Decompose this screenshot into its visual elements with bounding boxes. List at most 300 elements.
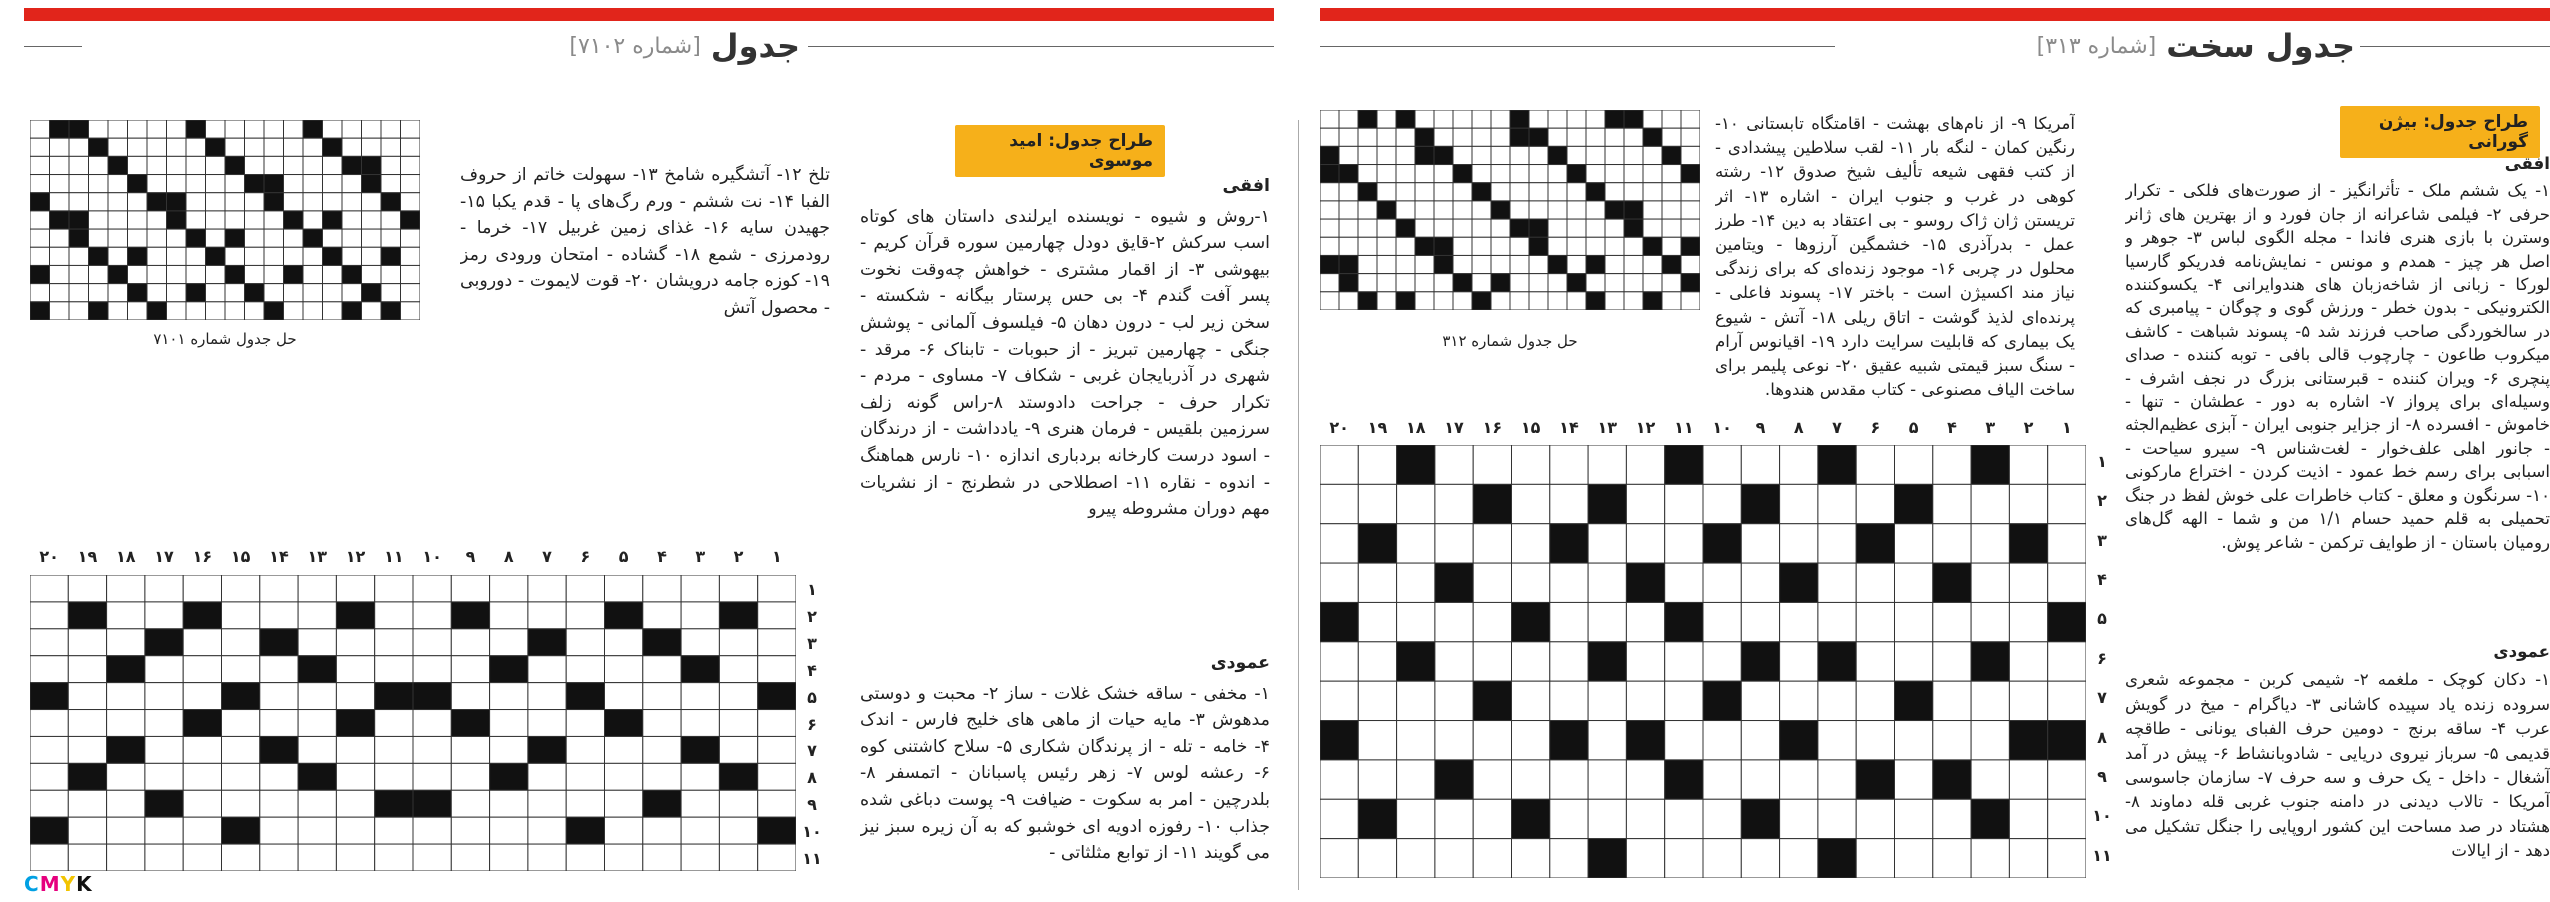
- left-mini-cell[interactable]: [30, 229, 50, 247]
- left-grid-cell[interactable]: [222, 656, 260, 683]
- left-mini-cell[interactable]: [186, 156, 206, 174]
- left-mini-cell[interactable]: [50, 265, 70, 283]
- right-mini-cell[interactable]: [1396, 165, 1415, 183]
- right-grid-cell[interactable]: [1358, 760, 1396, 799]
- right-mini-cell[interactable]: [1396, 255, 1415, 273]
- right-mini-cell[interactable]: [1434, 219, 1453, 237]
- right-mini-cell[interactable]: [1453, 128, 1472, 146]
- left-mini-cell[interactable]: [30, 120, 50, 138]
- right-grid-cell[interactable]: [1703, 799, 1741, 838]
- left-grid-cell[interactable]: [183, 844, 221, 871]
- left-mini-cell[interactable]: [89, 120, 109, 138]
- left-grid-cell[interactable]: [643, 575, 681, 602]
- right-mini-cell[interactable]: [1472, 110, 1491, 128]
- right-mini-cell[interactable]: [1548, 292, 1567, 310]
- right-grid-cell[interactable]: [1626, 524, 1664, 563]
- left-mini-cell[interactable]: [69, 284, 89, 302]
- left-grid-cell[interactable]: [375, 844, 413, 871]
- left-mini-cell[interactable]: [342, 175, 362, 193]
- right-grid-cell[interactable]: [1933, 721, 1971, 760]
- right-grid-cell[interactable]: [1741, 839, 1779, 878]
- left-grid-cell[interactable]: [719, 575, 757, 602]
- right-mini-cell[interactable]: [1510, 165, 1529, 183]
- right-mini-cell[interactable]: [1548, 128, 1567, 146]
- right-grid-cell[interactable]: [1550, 602, 1588, 641]
- left-mini-cell[interactable]: [147, 156, 167, 174]
- right-mini-cell[interactable]: [1681, 292, 1700, 310]
- left-mini-cell[interactable]: [147, 229, 167, 247]
- right-grid-cell[interactable]: [1588, 563, 1626, 602]
- left-grid-cell[interactable]: [298, 602, 336, 629]
- right-grid-cell[interactable]: [2009, 642, 2047, 681]
- right-mini-cell[interactable]: [1491, 146, 1510, 164]
- left-grid-cell[interactable]: [375, 629, 413, 656]
- right-mini-cell[interactable]: [1339, 219, 1358, 237]
- left-grid-cell[interactable]: [183, 790, 221, 817]
- left-mini-cell[interactable]: [362, 211, 382, 229]
- left-mini-cell[interactable]: [186, 302, 206, 320]
- right-grid-cell[interactable]: [1358, 602, 1396, 641]
- left-mini-cell[interactable]: [342, 120, 362, 138]
- left-mini-cell[interactable]: [323, 156, 343, 174]
- left-grid-cell[interactable]: [528, 575, 566, 602]
- right-grid-cell[interactable]: [1933, 484, 1971, 523]
- right-mini-cell[interactable]: [1472, 146, 1491, 164]
- right-mini-cell[interactable]: [1605, 292, 1624, 310]
- left-mini-cell[interactable]: [284, 193, 304, 211]
- right-grid-cell[interactable]: [1665, 721, 1703, 760]
- right-mini-cell[interactable]: [1643, 183, 1662, 201]
- right-grid-cell[interactable]: [1741, 681, 1779, 720]
- right-grid-cell[interactable]: [1665, 563, 1703, 602]
- left-grid-cell[interactable]: [643, 736, 681, 763]
- left-grid-cell[interactable]: [68, 575, 106, 602]
- right-mini-cell[interactable]: [1358, 146, 1377, 164]
- right-grid-cell[interactable]: [1626, 484, 1664, 523]
- left-grid-cell[interactable]: [643, 763, 681, 790]
- right-mini-cell[interactable]: [1662, 128, 1681, 146]
- right-grid-cell[interactable]: [1320, 484, 1358, 523]
- left-mini-cell[interactable]: [342, 247, 362, 265]
- right-grid-cell[interactable]: [1588, 681, 1626, 720]
- left-grid-cell[interactable]: [375, 575, 413, 602]
- right-mini-cell[interactable]: [1320, 128, 1339, 146]
- right-mini-cell[interactable]: [1396, 274, 1415, 292]
- left-grid-cell[interactable]: [413, 763, 451, 790]
- left-grid-cell[interactable]: [643, 844, 681, 871]
- left-mini-cell[interactable]: [30, 211, 50, 229]
- left-grid-cell[interactable]: [107, 763, 145, 790]
- left-mini-cell[interactable]: [342, 211, 362, 229]
- left-mini-cell[interactable]: [362, 138, 382, 156]
- right-grid-cell[interactable]: [1397, 839, 1435, 878]
- right-mini-cell[interactable]: [1339, 110, 1358, 128]
- left-mini-cell[interactable]: [284, 120, 304, 138]
- right-mini-cell[interactable]: [1377, 219, 1396, 237]
- right-grid-cell[interactable]: [1512, 484, 1550, 523]
- left-grid-cell[interactable]: [375, 656, 413, 683]
- left-mini-cell[interactable]: [108, 211, 128, 229]
- right-grid-cell[interactable]: [1856, 484, 1894, 523]
- right-grid-cell[interactable]: [2048, 445, 2086, 484]
- left-mini-cell[interactable]: [89, 265, 109, 283]
- right-mini-cell[interactable]: [1643, 219, 1662, 237]
- left-mini-cell[interactable]: [108, 302, 128, 320]
- right-grid-cell[interactable]: [1780, 445, 1818, 484]
- left-mini-cell[interactable]: [147, 265, 167, 283]
- right-mini-cell[interactable]: [1681, 255, 1700, 273]
- left-mini-cell[interactable]: [284, 175, 304, 193]
- right-grid-cell[interactable]: [1435, 721, 1473, 760]
- left-grid-cell[interactable]: [528, 844, 566, 871]
- right-grid-cell[interactable]: [2048, 563, 2086, 602]
- right-mini-cell[interactable]: [1396, 183, 1415, 201]
- left-grid-cell[interactable]: [336, 683, 374, 710]
- left-grid-cell[interactable]: [719, 629, 757, 656]
- right-mini-cell[interactable]: [1681, 110, 1700, 128]
- right-grid-cell[interactable]: [1780, 484, 1818, 523]
- right-grid-cell[interactable]: [1550, 445, 1588, 484]
- left-grid-cell[interactable]: [605, 817, 643, 844]
- right-mini-cell[interactable]: [1491, 165, 1510, 183]
- right-mini-cell[interactable]: [1510, 255, 1529, 273]
- left-mini-cell[interactable]: [89, 211, 109, 229]
- left-grid-cell[interactable]: [107, 602, 145, 629]
- right-grid-cell[interactable]: [1703, 563, 1741, 602]
- right-mini-cell[interactable]: [1491, 292, 1510, 310]
- left-grid-cell[interactable]: [643, 710, 681, 737]
- right-mini-cell[interactable]: [1681, 201, 1700, 219]
- left-grid-cell[interactable]: [145, 844, 183, 871]
- left-grid-cell[interactable]: [681, 710, 719, 737]
- left-grid-cell[interactable]: [566, 763, 604, 790]
- left-mini-cell[interactable]: [89, 284, 109, 302]
- right-mini-cell[interactable]: [1434, 274, 1453, 292]
- left-mini-cell[interactable]: [362, 302, 382, 320]
- left-grid-cell[interactable]: [145, 736, 183, 763]
- right-grid-cell[interactable]: [1358, 563, 1396, 602]
- right-mini-cell[interactable]: [1624, 237, 1643, 255]
- left-grid-cell[interactable]: [68, 656, 106, 683]
- left-mini-cell[interactable]: [186, 193, 206, 211]
- right-mini-cell[interactable]: [1339, 146, 1358, 164]
- right-mini-cell[interactable]: [1377, 183, 1396, 201]
- left-grid-cell[interactable]: [681, 683, 719, 710]
- right-grid-cell[interactable]: [1933, 602, 1971, 641]
- left-mini-cell[interactable]: [147, 247, 167, 265]
- left-grid-cell[interactable]: [336, 790, 374, 817]
- right-grid-cell[interactable]: [1512, 721, 1550, 760]
- left-grid-cell[interactable]: [30, 763, 68, 790]
- right-mini-cell[interactable]: [1491, 237, 1510, 255]
- right-grid-cell[interactable]: [1550, 760, 1588, 799]
- left-mini-cell[interactable]: [401, 175, 421, 193]
- right-grid-cell[interactable]: [1320, 681, 1358, 720]
- right-mini-cell[interactable]: [1377, 146, 1396, 164]
- right-mini-cell[interactable]: [1339, 292, 1358, 310]
- right-grid-cell[interactable]: [2009, 484, 2047, 523]
- right-mini-cell[interactable]: [1624, 146, 1643, 164]
- right-grid-cell[interactable]: [1397, 524, 1435, 563]
- right-mini-cell[interactable]: [1529, 146, 1548, 164]
- right-grid-cell[interactable]: [2048, 524, 2086, 563]
- right-grid-cell[interactable]: [1856, 681, 1894, 720]
- left-mini-cell[interactable]: [284, 302, 304, 320]
- left-mini-cell[interactable]: [128, 229, 148, 247]
- right-grid-cell[interactable]: [1741, 721, 1779, 760]
- right-mini-cell[interactable]: [1377, 292, 1396, 310]
- right-mini-cell[interactable]: [1624, 274, 1643, 292]
- right-grid-cell[interactable]: [1397, 563, 1435, 602]
- left-mini-cell[interactable]: [225, 175, 245, 193]
- left-mini-cell[interactable]: [381, 265, 401, 283]
- right-mini-cell[interactable]: [1567, 219, 1586, 237]
- left-grid-cell[interactable]: [336, 817, 374, 844]
- left-mini-cell[interactable]: [303, 265, 323, 283]
- left-grid-cell[interactable]: [719, 683, 757, 710]
- right-mini-cell[interactable]: [1624, 165, 1643, 183]
- left-grid-cell[interactable]: [451, 575, 489, 602]
- right-mini-cell[interactable]: [1624, 292, 1643, 310]
- left-grid-cell[interactable]: [260, 817, 298, 844]
- right-grid-cell[interactable]: [1856, 839, 1894, 878]
- right-mini-cell[interactable]: [1358, 255, 1377, 273]
- left-mini-cell[interactable]: [30, 156, 50, 174]
- right-mini-cell[interactable]: [1510, 292, 1529, 310]
- left-mini-cell[interactable]: [362, 265, 382, 283]
- right-mini-cell[interactable]: [1434, 110, 1453, 128]
- right-mini-cell[interactable]: [1529, 292, 1548, 310]
- left-mini-cell[interactable]: [167, 247, 187, 265]
- left-grid-cell[interactable]: [413, 575, 451, 602]
- right-mini-cell[interactable]: [1662, 110, 1681, 128]
- left-grid-cell[interactable]: [30, 736, 68, 763]
- right-grid-cell[interactable]: [1588, 524, 1626, 563]
- right-grid-cell[interactable]: [1818, 563, 1856, 602]
- left-grid-cell[interactable]: [336, 629, 374, 656]
- right-mini-cell[interactable]: [1681, 219, 1700, 237]
- left-mini-cell[interactable]: [381, 284, 401, 302]
- left-grid-cell[interactable]: [183, 629, 221, 656]
- left-grid-cell[interactable]: [528, 763, 566, 790]
- left-mini-cell[interactable]: [128, 265, 148, 283]
- right-grid-cell[interactable]: [1435, 799, 1473, 838]
- left-mini-cell[interactable]: [186, 247, 206, 265]
- left-grid-cell[interactable]: [643, 817, 681, 844]
- left-mini-cell[interactable]: [342, 284, 362, 302]
- left-grid-cell[interactable]: [605, 763, 643, 790]
- right-mini-cell[interactable]: [1624, 255, 1643, 273]
- right-grid-cell[interactable]: [1588, 602, 1626, 641]
- right-grid-cell[interactable]: [1397, 799, 1435, 838]
- right-grid-cell[interactable]: [1550, 681, 1588, 720]
- right-grid-cell[interactable]: [1626, 602, 1664, 641]
- right-mini-cell[interactable]: [1320, 219, 1339, 237]
- left-grid-cell[interactable]: [183, 763, 221, 790]
- left-grid-cell[interactable]: [68, 817, 106, 844]
- right-mini-cell[interactable]: [1586, 110, 1605, 128]
- right-grid-cell[interactable]: [1818, 524, 1856, 563]
- left-mini-cell[interactable]: [167, 229, 187, 247]
- left-mini-cell[interactable]: [128, 138, 148, 156]
- left-grid-cell[interactable]: [68, 710, 106, 737]
- right-grid-cell[interactable]: [1856, 445, 1894, 484]
- left-grid-cell[interactable]: [222, 736, 260, 763]
- right-grid-cell[interactable]: [1895, 721, 1933, 760]
- left-grid-cell[interactable]: [145, 710, 183, 737]
- right-grid-cell[interactable]: [2048, 681, 2086, 720]
- right-mini-cell[interactable]: [1662, 292, 1681, 310]
- right-grid-cell[interactable]: [1473, 563, 1511, 602]
- right-grid-cell[interactable]: [2009, 799, 2047, 838]
- left-mini-cell[interactable]: [206, 120, 226, 138]
- right-mini-cell[interactable]: [1586, 165, 1605, 183]
- right-grid-cell[interactable]: [1818, 721, 1856, 760]
- right-grid-cell[interactable]: [1971, 602, 2009, 641]
- left-mini-cell[interactable]: [264, 120, 284, 138]
- left-mini-cell[interactable]: [50, 138, 70, 156]
- left-grid-cell[interactable]: [107, 710, 145, 737]
- right-mini-cell[interactable]: [1472, 201, 1491, 219]
- right-grid-cell[interactable]: [1971, 839, 2009, 878]
- right-grid-cell[interactable]: [1933, 524, 1971, 563]
- right-mini-cell[interactable]: [1320, 110, 1339, 128]
- right-grid-cell[interactable]: [1473, 642, 1511, 681]
- right-main-crossword-grid[interactable]: [1320, 445, 2086, 878]
- left-grid-cell[interactable]: [260, 683, 298, 710]
- right-grid-cell[interactable]: [1320, 524, 1358, 563]
- right-mini-cell[interactable]: [1453, 201, 1472, 219]
- left-mini-cell[interactable]: [128, 156, 148, 174]
- left-grid-cell[interactable]: [528, 710, 566, 737]
- left-grid-cell[interactable]: [490, 602, 528, 629]
- right-mini-cell[interactable]: [1586, 201, 1605, 219]
- right-grid-cell[interactable]: [1626, 839, 1664, 878]
- right-grid-cell[interactable]: [2048, 760, 2086, 799]
- right-mini-cell[interactable]: [1510, 237, 1529, 255]
- left-mini-cell[interactable]: [264, 156, 284, 174]
- left-mini-cell[interactable]: [401, 247, 421, 265]
- left-grid-cell[interactable]: [298, 736, 336, 763]
- right-grid-cell[interactable]: [1512, 445, 1550, 484]
- right-grid-cell[interactable]: [1780, 681, 1818, 720]
- right-grid-cell[interactable]: [1626, 760, 1664, 799]
- left-mini-cell[interactable]: [50, 193, 70, 211]
- right-mini-cell[interactable]: [1510, 183, 1529, 201]
- left-mini-cell[interactable]: [401, 120, 421, 138]
- left-mini-cell[interactable]: [108, 229, 128, 247]
- left-mini-cell[interactable]: [167, 120, 187, 138]
- right-grid-cell[interactable]: [1703, 484, 1741, 523]
- right-grid-cell[interactable]: [1512, 760, 1550, 799]
- left-grid-cell[interactable]: [758, 575, 796, 602]
- left-mini-cell[interactable]: [381, 229, 401, 247]
- left-mini-cell[interactable]: [186, 211, 206, 229]
- left-grid-cell[interactable]: [566, 575, 604, 602]
- right-grid-cell[interactable]: [1703, 602, 1741, 641]
- left-mini-cell[interactable]: [89, 229, 109, 247]
- left-mini-cell[interactable]: [342, 229, 362, 247]
- left-grid-cell[interactable]: [681, 817, 719, 844]
- left-mini-cell[interactable]: [225, 247, 245, 265]
- right-grid-cell[interactable]: [1933, 799, 1971, 838]
- right-mini-cell[interactable]: [1586, 146, 1605, 164]
- right-mini-cell[interactable]: [1586, 128, 1605, 146]
- right-mini-cell[interactable]: [1472, 219, 1491, 237]
- right-mini-cell[interactable]: [1320, 274, 1339, 292]
- left-grid-cell[interactable]: [719, 736, 757, 763]
- right-mini-cell[interactable]: [1605, 219, 1624, 237]
- left-mini-cell[interactable]: [245, 138, 265, 156]
- right-mini-cell[interactable]: [1548, 237, 1567, 255]
- left-mini-cell[interactable]: [50, 284, 70, 302]
- right-mini-cell[interactable]: [1643, 255, 1662, 273]
- right-grid-cell[interactable]: [1435, 642, 1473, 681]
- left-grid-cell[interactable]: [375, 817, 413, 844]
- right-mini-cell[interactable]: [1339, 237, 1358, 255]
- right-mini-cell[interactable]: [1510, 201, 1529, 219]
- left-mini-cell[interactable]: [69, 156, 89, 174]
- left-main-crossword-grid[interactable]: [30, 575, 796, 871]
- left-grid-cell[interactable]: [490, 844, 528, 871]
- right-mini-cell[interactable]: [1415, 292, 1434, 310]
- right-grid-cell[interactable]: [1435, 445, 1473, 484]
- left-mini-cell[interactable]: [89, 175, 109, 193]
- left-mini-cell[interactable]: [323, 265, 343, 283]
- right-mini-cell[interactable]: [1415, 219, 1434, 237]
- right-mini-cell[interactable]: [1529, 201, 1548, 219]
- left-grid-cell[interactable]: [30, 710, 68, 737]
- left-grid-cell[interactable]: [107, 844, 145, 871]
- right-mini-cell[interactable]: [1662, 165, 1681, 183]
- left-grid-cell[interactable]: [643, 683, 681, 710]
- right-mini-cell[interactable]: [1453, 110, 1472, 128]
- right-mini-cell[interactable]: [1586, 237, 1605, 255]
- right-grid-cell[interactable]: [1856, 642, 1894, 681]
- left-grid-cell[interactable]: [490, 683, 528, 710]
- right-grid-cell[interactable]: [1818, 602, 1856, 641]
- left-grid-cell[interactable]: [336, 736, 374, 763]
- right-grid-cell[interactable]: [1971, 484, 2009, 523]
- right-grid-cell[interactable]: [1473, 839, 1511, 878]
- left-mini-cell[interactable]: [186, 138, 206, 156]
- left-grid-cell[interactable]: [107, 790, 145, 817]
- left-mini-cell[interactable]: [362, 193, 382, 211]
- right-mini-cell[interactable]: [1491, 128, 1510, 146]
- left-grid-cell[interactable]: [490, 736, 528, 763]
- left-grid-cell[interactable]: [68, 683, 106, 710]
- right-mini-cell[interactable]: [1320, 292, 1339, 310]
- left-mini-cell[interactable]: [50, 302, 70, 320]
- right-mini-cell[interactable]: [1605, 255, 1624, 273]
- left-grid-cell[interactable]: [605, 736, 643, 763]
- left-grid-cell[interactable]: [413, 844, 451, 871]
- left-mini-cell[interactable]: [342, 138, 362, 156]
- left-mini-cell[interactable]: [69, 193, 89, 211]
- left-mini-cell[interactable]: [50, 247, 70, 265]
- right-mini-cell[interactable]: [1548, 165, 1567, 183]
- left-grid-cell[interactable]: [375, 602, 413, 629]
- right-grid-cell[interactable]: [1741, 563, 1779, 602]
- left-mini-cell[interactable]: [245, 156, 265, 174]
- right-grid-cell[interactable]: [1588, 799, 1626, 838]
- left-grid-cell[interactable]: [758, 844, 796, 871]
- right-grid-cell[interactable]: [2009, 760, 2047, 799]
- left-mini-cell[interactable]: [381, 211, 401, 229]
- right-grid-cell[interactable]: [1512, 839, 1550, 878]
- right-grid-cell[interactable]: [1320, 839, 1358, 878]
- left-mini-cell[interactable]: [245, 211, 265, 229]
